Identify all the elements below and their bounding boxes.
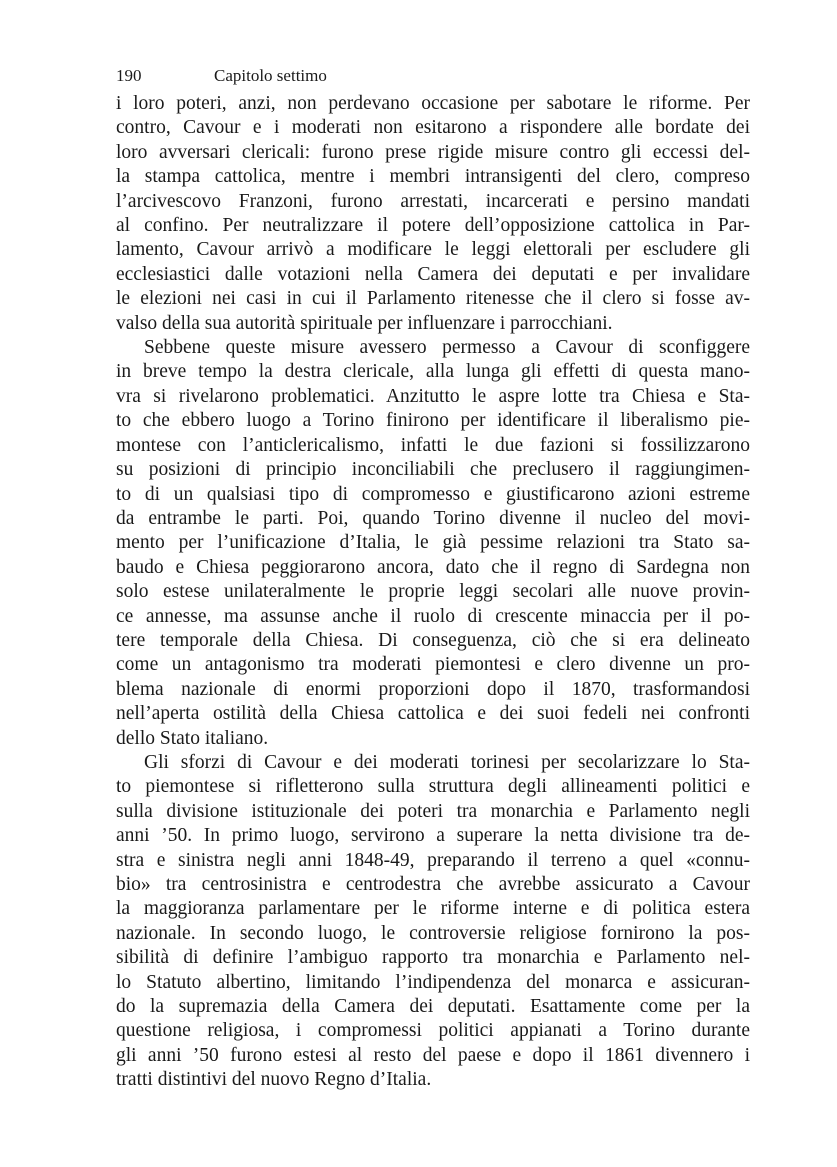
text-line: Gli sforzi di Cavour e dei moderati torinesi per secolarizzare lo Sta-: [144, 751, 750, 773]
text-line: mento per l’unificazione d’Italia, le già pessime relazioni tra Stato sa-: [116, 532, 750, 554]
text-line: come un antagonismo tra moderati piemontesi e clero divenne un pro-: [116, 654, 750, 676]
body-text: [116, 92, 750, 1093]
text-line: valso della sua autorità spirituale per influenzare i parrocchiani.: [116, 312, 613, 334]
text-line: loro avversari clericali: furono prese rigide misure contro gli eccessi del-: [116, 141, 750, 163]
text-line: solo estese unilateralmente le proprie leggi secolari alle nuove provin-: [116, 581, 750, 603]
paragraph: [116, 336, 750, 751]
text-line: to di un qualsiasi tipo di compromesso e giustificarono azioni estreme: [116, 483, 750, 505]
text-line: la maggioranza parlamentare per le riforme interne e di politica estera: [116, 898, 750, 920]
text-line: da entrambe le parti. Poi, quando Torino divenne il nucleo del movi-: [116, 507, 750, 529]
running-head: [116, 64, 750, 88]
text-line: su posizioni di principio inconciliabili che preclusero il raggiungimen-: [116, 459, 750, 481]
text-line: sulla divisione istituzionale dei poteri tra monarchia e Parlamento negli: [116, 800, 750, 822]
text-line: stra e sinistra negli anni 1848-49, preparando il terreno a quel «connu-: [116, 849, 750, 871]
chapter-title: Capitolo settimo: [214, 66, 327, 85]
text-line: tere temporale della Chiesa. Di conseguenza, ciò che si era delineato: [116, 629, 750, 651]
text-line: anni ’50. In primo luogo, servirono a superare la netta divisione tra de-: [116, 825, 750, 847]
text-line: lamento, Cavour arrivò a modificare le leggi elettorali per escludere gli: [116, 239, 750, 261]
page-number: 190: [116, 66, 142, 85]
text-line: questione religiosa, i compromessi politici appianati a Torino durante: [116, 1020, 750, 1042]
text-line: tratti distintivi del nuovo Regno d’Italia.: [116, 1069, 432, 1091]
text-line: i loro poteri, anzi, non perdevano occasione per sabotare le riforme. Per: [116, 93, 750, 114]
text-line: gli anni ’50 furono estesi al resto del paese e dopo il 1861 divennero i: [116, 1044, 750, 1066]
text-line: montese con l’anticlericalismo, infatti le due fazioni si fossilizzarono: [116, 434, 750, 456]
text-line: ecclesiastici dalle votazioni nella Camera dei deputati e per invalidare: [116, 263, 750, 285]
text-line: sibilità di definire l’ambiguo rapporto tra monarchia e Parlamento nel-: [116, 947, 750, 969]
book-page: [116, 64, 750, 1093]
text-line: do la supremazia della Camera dei deputati. Esattamente come per la: [116, 996, 750, 1018]
text-line: lo Statuto albertino, limitando l’indipendenza del monarca e assicuran-: [116, 971, 750, 993]
text-line: ce annesse, ma assunse anche il ruolo di crescente minaccia per il po-: [116, 605, 750, 627]
text-line: baudo e Chiesa peggiorarono ancora, dato che il regno di Sardegna non: [116, 556, 750, 578]
text-line: bio» tra centrosinistra e centrodestra che avrebbe assicurato a Cavour: [116, 874, 750, 895]
text-line: nazionale. In secondo luogo, le controversie religiose fornirono la pos-: [116, 922, 750, 944]
text-line: al confino. Per neutralizzare il potere dell’opposizione cattolica in Par-: [116, 215, 750, 237]
text-line: le elezioni nei casi in cui il Parlamento ritenesse che il clero si fosse av-: [116, 288, 750, 310]
text-line: Sebbene queste misure avessero permesso a Cavour di sconfiggere: [144, 337, 750, 359]
text-line: dello Stato italiano.: [116, 727, 269, 749]
paragraph: [116, 751, 750, 1093]
text-line: in breve tempo la destra clericale, alla lunga gli effetti di questa mano-: [116, 361, 750, 383]
text-line: contro, Cavour e i moderati non esitarono a rispondere alle bordate dei: [116, 117, 750, 139]
text-line: to piemontese si rifletterono sulla struttura degli allineamenti politici e: [116, 776, 750, 798]
text-line: la stampa cattolica, mentre i membri intransigenti del clero, compreso: [116, 166, 750, 188]
text-line: blema nazionale di enormi proporzioni dopo il 1870, trasformandosi: [116, 678, 750, 700]
text-line: nell’aperta ostilità della Chiesa cattolica e dei suoi fedeli nei confronti: [116, 703, 750, 725]
text-line: l’arcivescovo Franzoni, furono arrestati, incarcerati e persino mandati: [116, 190, 750, 212]
text-line: to che ebbero luogo a Torino finirono per identificare il liberalismo pie-: [116, 410, 750, 432]
paragraph: [116, 92, 750, 336]
text-line: vra si rivelarono problematici. Anzitutto le aspre lotte tra Chiesa e Sta-: [116, 385, 750, 407]
